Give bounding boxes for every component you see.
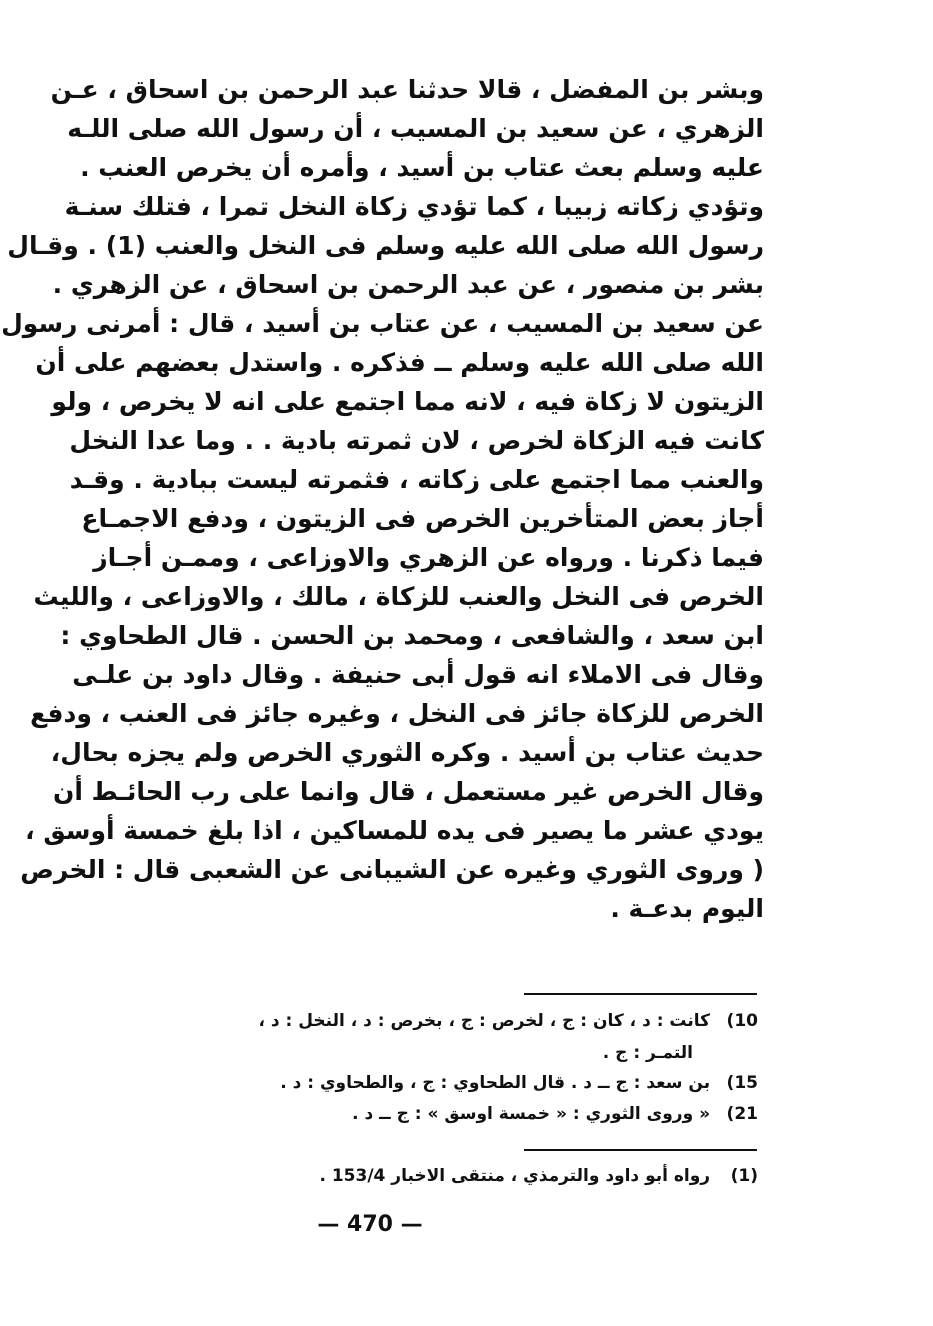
text-line: فيما ذكرنا . ورواه عن الزهري والاوزاعى ، وممـن أجـاز [93, 543, 764, 572]
variant-text: كانت : د ، كان : ج ، لخرص : ج ، بخرص : د ، النخل : د ، [258, 1011, 711, 1031]
footnote-text: رواه أبو داود والترمذي ، منتقى الاخبار 153/4 . [319, 1166, 711, 1186]
variant-text: التمـر : ج . [602, 1043, 693, 1063]
variant-note [280, 1070, 758, 1096]
variant-note [259, 1008, 759, 1034]
variant-text: بن سعد : ج ــ د . قال الطحاوي : ج ، والطحاوي : د . [280, 1073, 711, 1093]
footnote-divider [524, 1149, 757, 1151]
text-line: ( وروى الثوري وغيره عن الشيبانى عن الشعبى قال : الخرص [20, 855, 764, 884]
text-line: الزهري ، عن سعيد بن المسيب ، أن رسول الله صلى اللـه [67, 114, 764, 143]
text-line: وقال الخرص غير مستعمل ، قال وانما على رب الحائـط أن [53, 777, 764, 806]
text-line: اليوم بدعـة . [610, 894, 764, 923]
variant-line-number: 21) [726, 1104, 758, 1124]
text-line: الزيتون لا زكاة فيه ، لانه مما اجتمع على انه لا يخرص ، ولو [51, 387, 764, 416]
text-line: يودي عشر ما يصير فى يده للمساكين ، اذا بلغ خمسة أوسق ، [25, 816, 764, 845]
variant-note-continued [603, 1040, 693, 1066]
text-line: حديث عتاب بن أسيد . وكره الثوري الخرص ولم يجزه بحال، [50, 738, 764, 767]
text-line: وتؤدي زكاته زبيبا ، كما تؤدي زكاة النخل تمرا ، فتلك سنـة [64, 192, 764, 221]
page-number: — 470 — [317, 1212, 423, 1237]
footnote [319, 1163, 758, 1189]
variant-note [352, 1101, 758, 1127]
variant-line-number: 10) [726, 1011, 758, 1031]
text-line: ابن سعد ، والشافعى ، ومحمد بن الحسن . قال الطحاوي : [60, 621, 764, 650]
text-line: رسول الله صلى الله عليه وسلم فى النخل والعنب (1) . وقـال [7, 231, 764, 260]
main-text [1, 70, 764, 928]
text-line: عن سعيد بن المسيب ، عن عتاب بن أسيد ، قال : أمرنى رسول [1, 309, 764, 338]
text-line: والعنب مما اجتمع على زكاته ، فثمرته ليست ببادية . وقـد [69, 465, 764, 494]
text-line: الله صلى الله عليه وسلم ــ فذكره . واستدل بعضهم على أن [35, 348, 764, 377]
text-line: الخرص فى النخل والعنب للزكاة ، مالك ، والاوزاعى ، والليث [33, 582, 764, 611]
text-line: بشر بن منصور ، عن عبد الرحمن بن اسحاق ، عن الزهري . [52, 270, 764, 299]
variants-divider [524, 993, 757, 995]
footnote-number: (1) [730, 1166, 758, 1186]
variant-text: « وروى الثوري : « خمسة اوسق » : ج ــ د . [352, 1104, 711, 1124]
text-line: كانت فيه الزكاة لخرص ، لان ثمرته بادية . . وما عدا النخل [69, 426, 764, 455]
text-line: الخرص للزكاة جائز فى النخل ، وغيره جائز فى العنب ، ودفع [30, 699, 764, 728]
text-line: وقال فى الاملاء انه قول أبى حنيفة . وقال داود بن علـى [72, 660, 764, 689]
text-line: أجاز بعض المتأخرين الخرص فى الزيتون ، ودفع الاجمـاع [81, 504, 764, 533]
variant-line-number: 15) [726, 1073, 758, 1093]
text-line: وبشر بن المفضل ، قالا حدثنا عبد الرحمن بن اسحاق ، عـن [50, 75, 764, 104]
text-line: عليه وسلم بعث عتاب بن أسيد ، وأمره أن يخرص العنب . [80, 153, 764, 182]
